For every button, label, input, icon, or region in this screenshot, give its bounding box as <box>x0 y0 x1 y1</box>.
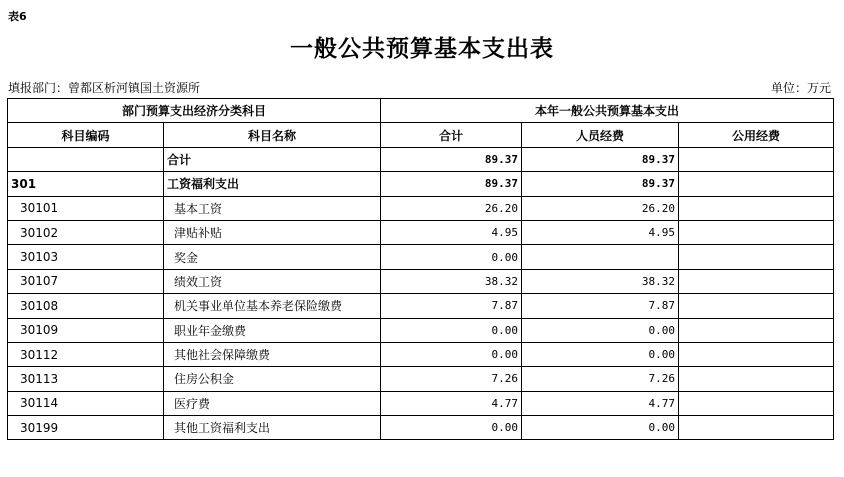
cell-personnel: 4.77 <box>522 391 679 415</box>
cell-code: 301 <box>8 172 164 196</box>
table-row <box>8 342 834 366</box>
cell-name: 住房公积金 <box>164 367 381 391</box>
cell-personnel: 26.20 <box>522 196 679 220</box>
cell-public <box>679 294 834 318</box>
header-column-row <box>8 123 834 147</box>
cell-name: 绩效工资 <box>164 269 381 293</box>
cell-total: 89.37 <box>381 172 522 196</box>
cell-code: 30101 <box>8 196 164 220</box>
cell-public <box>679 416 834 440</box>
cell-public <box>679 220 834 244</box>
cell-name: 津贴补贴 <box>164 220 381 244</box>
cell-name: 医疗费 <box>164 391 381 415</box>
cell-code: 30102 <box>8 220 164 244</box>
cell-total: 7.26 <box>381 367 522 391</box>
cell-name: 机关事业单位基本养老保险缴费 <box>164 294 381 318</box>
cell-public <box>679 172 834 196</box>
cell-total: 0.00 <box>381 318 522 342</box>
cell-public <box>679 245 834 269</box>
table-row <box>8 294 834 318</box>
cell-personnel: 7.87 <box>522 294 679 318</box>
cell-name: 合计 <box>164 147 381 171</box>
cell-code: 30114 <box>8 391 164 415</box>
header-group-right: 本年一般公共预算基本支出 <box>381 99 834 123</box>
table-row <box>8 172 834 196</box>
header-personnel: 人员经费 <box>522 123 679 147</box>
cell-total: 89.37 <box>381 147 522 171</box>
cell-code: 30109 <box>8 318 164 342</box>
page-title: 一般公共预算基本支出表 <box>290 35 554 62</box>
cell-public <box>679 147 834 171</box>
cell-name: 基本工资 <box>164 196 381 220</box>
table-row <box>8 220 834 244</box>
cell-personnel: 4.95 <box>522 220 679 244</box>
header-total: 合计 <box>381 123 522 147</box>
cell-personnel: 0.00 <box>522 342 679 366</box>
table-row <box>8 269 834 293</box>
cell-personnel: 0.00 <box>522 416 679 440</box>
cell-personnel: 7.26 <box>522 367 679 391</box>
table-row <box>8 391 834 415</box>
cell-total: 4.95 <box>381 220 522 244</box>
cell-personnel <box>522 245 679 269</box>
cell-personnel: 89.37 <box>522 172 679 196</box>
budget-table <box>7 98 834 440</box>
table-row <box>8 367 834 391</box>
cell-name: 奖金 <box>164 245 381 269</box>
cell-code: 30103 <box>8 245 164 269</box>
cell-total: 0.00 <box>381 342 522 366</box>
cell-public <box>679 318 834 342</box>
cell-code: 30108 <box>8 294 164 318</box>
cell-name: 职业年金缴费 <box>164 318 381 342</box>
cell-total: 0.00 <box>381 245 522 269</box>
table-row <box>8 416 834 440</box>
cell-total: 0.00 <box>381 416 522 440</box>
table-row <box>8 318 834 342</box>
cell-total: 7.87 <box>381 294 522 318</box>
cell-personnel: 38.32 <box>522 269 679 293</box>
cell-total: 26.20 <box>381 196 522 220</box>
cell-code: 30107 <box>8 269 164 293</box>
cell-public <box>679 342 834 366</box>
cell-total: 4.77 <box>381 391 522 415</box>
cell-personnel: 89.37 <box>522 147 679 171</box>
cell-name: 工资福利支出 <box>164 172 381 196</box>
table-row <box>8 196 834 220</box>
cell-total: 38.32 <box>381 269 522 293</box>
table-number: 表6 <box>8 10 27 23</box>
header-group-left: 部门预算支出经济分类科目 <box>8 99 381 123</box>
cell-public <box>679 391 834 415</box>
cell-public <box>679 367 834 391</box>
cell-code: 30199 <box>8 416 164 440</box>
header-group-row <box>8 99 834 123</box>
cell-code: 30113 <box>8 367 164 391</box>
cell-public <box>679 269 834 293</box>
table-row <box>8 147 834 171</box>
header-public: 公用经费 <box>679 123 834 147</box>
unit-label: 单位：万元 <box>770 81 831 95</box>
cell-code <box>8 147 164 171</box>
cell-code: 30112 <box>8 342 164 366</box>
cell-name: 其他工资福利支出 <box>164 416 381 440</box>
table-row <box>8 245 834 269</box>
cell-name: 其他社会保障缴费 <box>164 342 381 366</box>
header-code: 科目编码 <box>8 123 164 147</box>
filing-department: 填报部门：曾都区析河镇国土资源所 <box>8 81 201 95</box>
header-name: 科目名称 <box>164 123 381 147</box>
cell-public <box>679 196 834 220</box>
cell-personnel: 0.00 <box>522 318 679 342</box>
